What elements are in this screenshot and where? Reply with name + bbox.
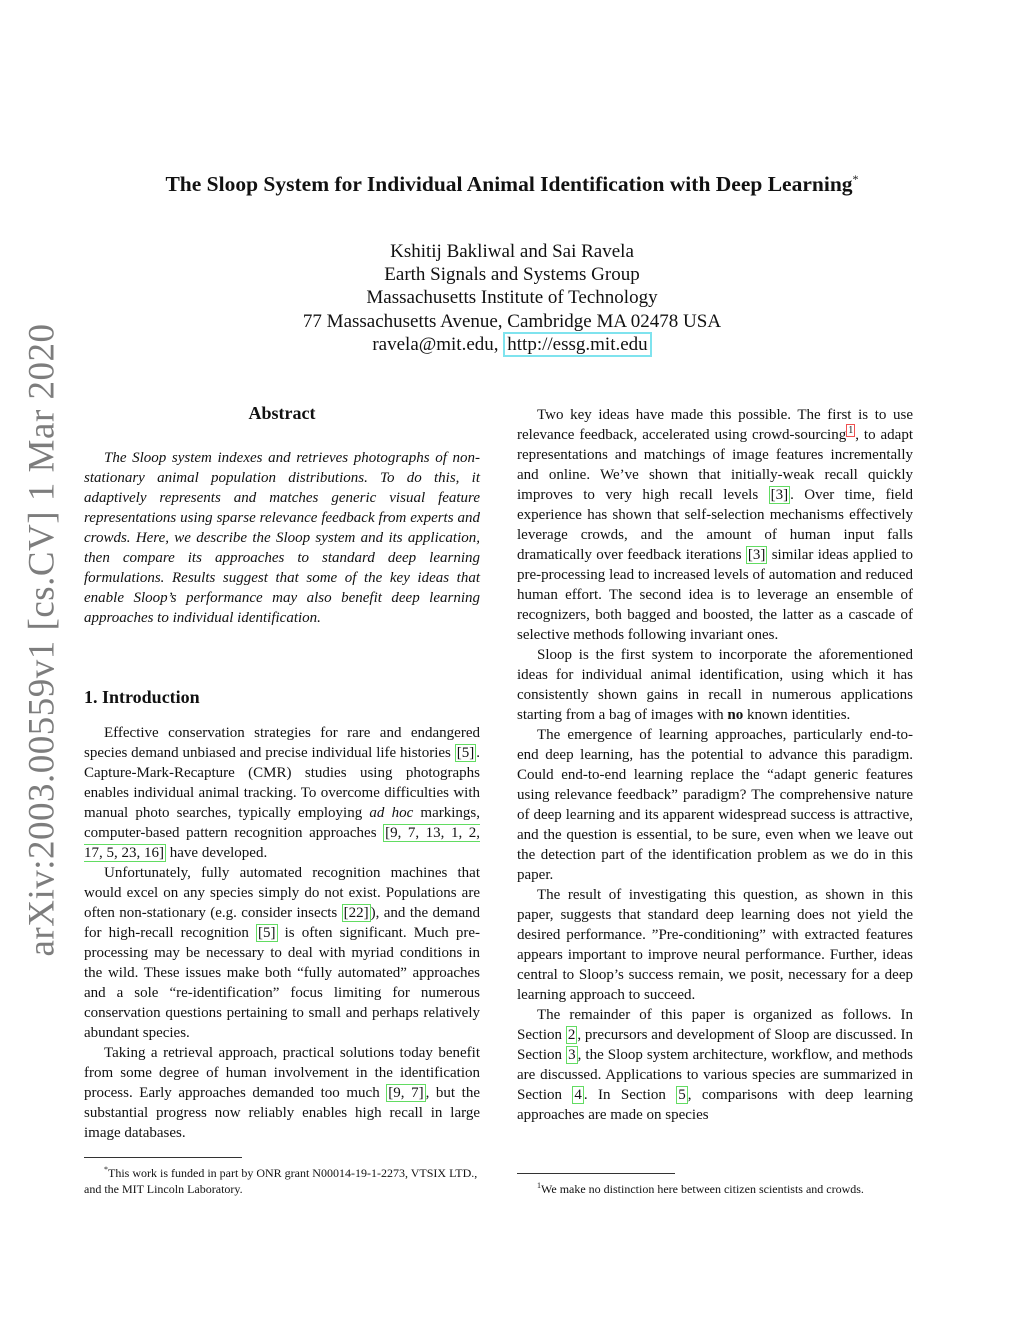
right-paragraph-5 xyxy=(517,1005,913,1125)
citation-link[interactable]: [22] xyxy=(343,905,369,921)
author-names: Kshitij Bakliwal and Sai Ravela xyxy=(390,241,634,262)
right-paragraph-2 xyxy=(517,645,913,725)
author-address: 77 Massachusetts Avenue, Cambridge MA 02478 USA xyxy=(302,310,722,332)
text-run: . Over time, field experience has shown that self-selection mechanisms effectively leverage crowds, and the amount of human input falls dramatically over feedback iterations xyxy=(517,487,913,563)
intro-paragraph-2 xyxy=(84,863,480,1043)
intro-paragraph-3 xyxy=(84,1043,480,1143)
text-run: have developed. xyxy=(166,845,268,861)
text-run: known identities. xyxy=(743,707,851,723)
paper-title-text: The Sloop System for Individual Animal Identification with Deep Learning xyxy=(165,172,853,197)
author-block xyxy=(180,240,844,356)
right-paragraph-3: The emergence of learning approaches, particularly end-to-end deep learning, has the potential to advance this paradigm. Could end-to-end learning replace the “adapt generic features using relevance feedback” paradigm? The comprehensive nature of deep learning and its apparent widespread success is attractive, and the question is essential, to be sure, even when we leave out the detection part of the identification problem as we do in this paper. xyxy=(517,727,913,883)
title-footnote-mark: * xyxy=(852,172,859,186)
text-run: , the Sloop system architecture, workflow, and methods are discussed. Applications to various species are summarized in Section xyxy=(517,1047,913,1103)
footnote-left xyxy=(84,1162,480,1197)
author-url-link[interactable]: http://essg.mit.edu xyxy=(503,332,651,357)
arxiv-identifier xyxy=(14,323,70,957)
author-email: ravela@mit.edu, xyxy=(372,333,499,355)
text-run: Two key ideas have made this possible. The first is to use relevance feedback, accelerated using crowd-sourcing xyxy=(517,407,913,443)
text-run: similar ideas applied to pre-processing lead to increased levels of automation and reduced human effort. The second idea is to leverage an ensemble of recognizers, both bagged and boosted, the latter as a cascade of selective methods following invariant ones. xyxy=(517,547,913,643)
abstract-heading: Abstract xyxy=(248,403,316,423)
emphasis-text: ad hoc xyxy=(369,805,414,821)
footnote-rule-right xyxy=(517,1173,675,1174)
abstract-body xyxy=(84,448,480,628)
text-run: , comparisons with deep learning approaches are made on species xyxy=(517,1087,913,1123)
author-institution: Massachusetts Institute of Technology xyxy=(366,287,658,309)
abstract-text: The Sloop system indexes and retrieves photographs of non-stationary animal population distributions. To do this, it adaptively represents and matches generic visual feature representations using sparse relevance feedback from experts and crowds. Here, we describe the Sloop system and its application, then compare its approaches to standard deep learning formulations. Results suggest that some of the key ideas that enable Sloop’s performance may also benefit deep learning approaches to individual identification. xyxy=(84,450,480,626)
text-run: , precursors and development of Sloop are discussed. In Section xyxy=(517,1027,913,1063)
text-run: , to adapt representations and matchings of image features incrementally and online. We’ve shown that initially-weak recall quickly improves to very high recall levels xyxy=(517,427,913,503)
text-run: is often significant. Much pre-processing may be necessary to deal with myriad conditions in the wild. These issues make both “fully automated” approaches and a sole “re-identification” focus limiting for numerous conservation questions pertaining to small and perhaps relatively abundant species. xyxy=(84,925,480,1041)
section-reference-link[interactable]: 4 xyxy=(574,1087,582,1103)
right-paragraph-4: The result of investigating this question, as shown in this paper, suggests that standard deep learning does not yield the desired performance. ”Pre-conditioning” with extracted features appears important to improve neural performance. Further, ideas central to Sloop’s success remain, we posit, necessary for a deep learning approach to succeed. xyxy=(517,887,913,1003)
text-run: markings, computer-based pattern recognition approaches xyxy=(84,805,481,841)
citation-link[interactable]: [3] xyxy=(747,547,766,563)
section-reference-link[interactable]: 5 xyxy=(678,1087,686,1103)
footnote-mark: 1 xyxy=(537,1181,541,1190)
citation-link[interactable]: [9, 7, 13, 1, 2, 17, 5, 23, 16] xyxy=(84,825,481,861)
bold-text: no xyxy=(727,707,744,723)
text-run: Sloop is the first system to incorporate the aforementioned ideas for individual animal identification, using which it has consistently shown gains in recall in numerous applications starting from a bag of images with xyxy=(517,647,913,723)
author-contact xyxy=(180,333,844,356)
paper-title xyxy=(80,172,944,197)
footnote-right xyxy=(517,1178,913,1198)
footnote-link[interactable]: 1 xyxy=(848,425,854,436)
text-run: Taking a retrieval approach, practical solutions today benefit from some degree of human involvement in the identification process. Early approaches demanded too much xyxy=(84,1045,480,1101)
text-run: , but the substantial progress now reliably enables high recall in large image databases. xyxy=(84,1085,480,1141)
citation-link[interactable]: [5] xyxy=(456,745,475,761)
footnote-mark: * xyxy=(104,1165,108,1174)
author-group: Earth Signals and Systems Group xyxy=(384,264,640,286)
text-run: The remainder of this paper is organized as follows. In Section xyxy=(517,1007,913,1043)
footnote-right-text: We make no distinction here between citizen scientists and crowds. xyxy=(541,1182,864,1196)
text-run: Effective conservation strategies for rare and endangered species demand unbiased and precise individual life histories xyxy=(84,725,480,761)
footnote-rule-left xyxy=(84,1157,242,1158)
introduction-left-column xyxy=(84,723,480,1143)
section-heading-introduction: 1. Introduction xyxy=(84,687,200,707)
section-reference-link[interactable]: 3 xyxy=(568,1047,576,1063)
text-run: Unfortunately, fully automated recognition machines that would excel on any species simply do not exist. Populations are often non-stationary (e.g. consider insects xyxy=(84,865,480,921)
citation-link[interactable]: [9, 7] xyxy=(388,1085,424,1101)
right-column xyxy=(517,405,913,1125)
text-run: ), and the demand for high-recall recognition xyxy=(84,905,480,941)
text-run: . In Section xyxy=(583,1087,677,1103)
right-paragraph-1 xyxy=(517,405,913,645)
section-reference-link[interactable]: 2 xyxy=(567,1027,576,1043)
intro-paragraph-1 xyxy=(84,723,480,863)
arxiv-identifier-text: arXiv:2003.00559v1 [cs.CV] 1 Mar 2020 xyxy=(21,323,63,957)
citation-link[interactable]: [3] xyxy=(770,487,789,503)
footnote-left-text: This work is funded in part by ONR grant N00014-19-1-2273, VTSIX LTD., and the MIT Lincoln Laboratory. xyxy=(84,1166,478,1196)
citation-link[interactable]: [5] xyxy=(258,925,276,941)
text-run: . Capture-Mark-Recapture (CMR) studies using photographs enables individual animal tracking. To overcome difficulties with manual photo searches, typically employing xyxy=(84,745,480,821)
